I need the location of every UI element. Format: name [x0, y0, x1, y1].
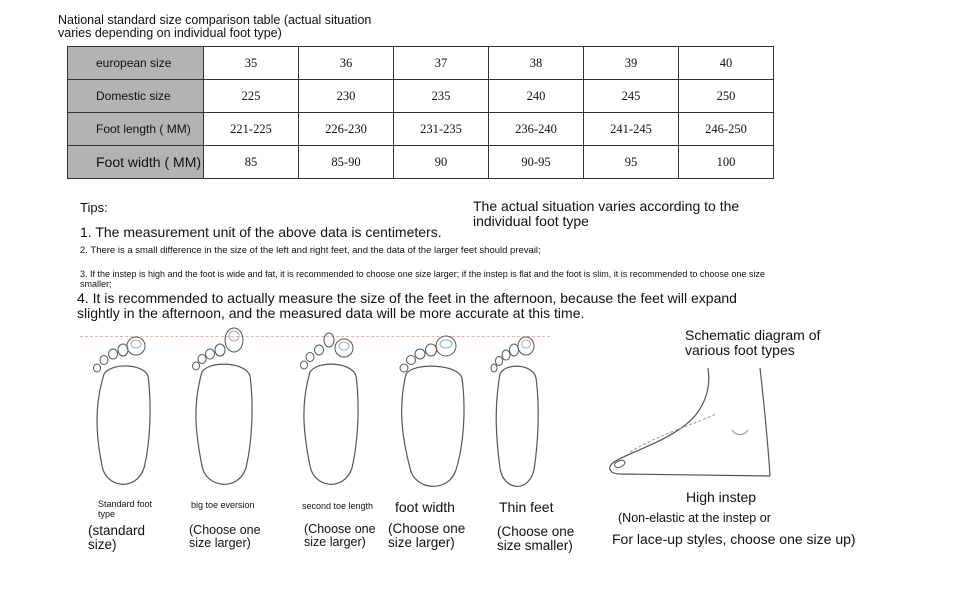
high-instep-foot-icon — [600, 364, 780, 484]
second-toe-foot-icon — [296, 330, 366, 496]
schematic-title: Schematic diagram of various foot types — [685, 327, 821, 358]
row-label: Foot width ( MM) — [68, 146, 204, 179]
table-cell: 38 — [489, 47, 584, 80]
row-label: Domestic size — [68, 80, 204, 113]
foot-type-caption: Thin feet — [499, 499, 554, 515]
big-toe-eversion-foot-icon — [188, 326, 260, 496]
table-row — [68, 146, 774, 179]
table-cell: 36 — [299, 47, 394, 80]
foot-type-caption: big toe eversion — [191, 500, 255, 510]
table-cell: 235 — [394, 80, 489, 113]
foot-type-note: (Choose one size larger) — [189, 523, 261, 550]
table-cell: 236-240 — [489, 113, 584, 146]
table-cell: 231-235 — [394, 113, 489, 146]
table-cell: 250 — [679, 80, 774, 113]
table-cell: 90 — [394, 146, 489, 179]
table-row — [68, 80, 774, 113]
table-cell: 226-230 — [299, 113, 394, 146]
table-cell: 100 — [679, 146, 774, 179]
table-cell: 90-95 — [489, 146, 584, 179]
foot-type-caption: second toe length — [302, 501, 374, 511]
foot-type-note: (Choose one size smaller) — [497, 524, 575, 553]
table-cell: 241-245 — [584, 113, 679, 146]
table-cell: 39 — [584, 47, 679, 80]
foot-type-caption: foot width — [395, 499, 455, 515]
size-table — [67, 46, 774, 179]
variation-note: The actual situation varies according to the individual foot type — [473, 198, 740, 229]
tip-2: 2. There is a small difference in the size of the left and right feet, and the data of the larger feet should prevail; — [80, 245, 541, 256]
table-title: National standard size comparison table (actual situation varies depending on individual foot type) — [58, 13, 372, 40]
table-cell: 85-90 — [299, 146, 394, 179]
table-cell: 221-225 — [204, 113, 299, 146]
row-label: Foot length ( MM) — [68, 113, 204, 146]
schematic-note: (Non-elastic at the instep or — [618, 511, 771, 525]
row-label: european size — [68, 47, 204, 80]
table-cell: 85 — [204, 146, 299, 179]
foot-type-caption: Standard foot type — [98, 499, 153, 519]
table-cell: 240 — [489, 80, 584, 113]
table-row — [68, 113, 774, 146]
table-cell: 95 — [584, 146, 679, 179]
foot-type-note: (standard size) — [88, 523, 146, 552]
schematic-caption: High instep — [686, 489, 757, 505]
foot-type-note: (Choose one size larger) — [304, 522, 376, 549]
table-cell: 245 — [584, 80, 679, 113]
table-cell: 225 — [204, 80, 299, 113]
tip-1: 1. The measurement unit of the above data is centimeters. — [80, 224, 442, 240]
tip-3: 3. If the instep is high and the foot is wide and fat, it is recommended to choose one size larger; if the instep is flat and the foot is slim, it is recommended to choose one size smaller; — [80, 269, 765, 289]
wide-foot-icon — [398, 334, 468, 496]
schematic-note: For lace-up styles, choose one size up) — [612, 531, 856, 547]
table-cell: 40 — [679, 47, 774, 80]
foot-type-note: (Choose one size larger) — [388, 521, 466, 550]
standard-foot-icon — [88, 336, 158, 496]
table-cell: 246-250 — [679, 113, 774, 146]
tip-4: 4. It is recommended to actually measure the size of the feet in the afternoon, because the feet will expand slightly in the afternoon, and the measured data will be more accurate at this time. — [77, 290, 737, 321]
table-cell: 35 — [204, 47, 299, 80]
thin-foot-icon — [486, 334, 546, 496]
table-cell: 37 — [394, 47, 489, 80]
tips-heading: Tips: — [80, 200, 108, 215]
table-cell: 230 — [299, 80, 394, 113]
table-row — [68, 47, 774, 80]
